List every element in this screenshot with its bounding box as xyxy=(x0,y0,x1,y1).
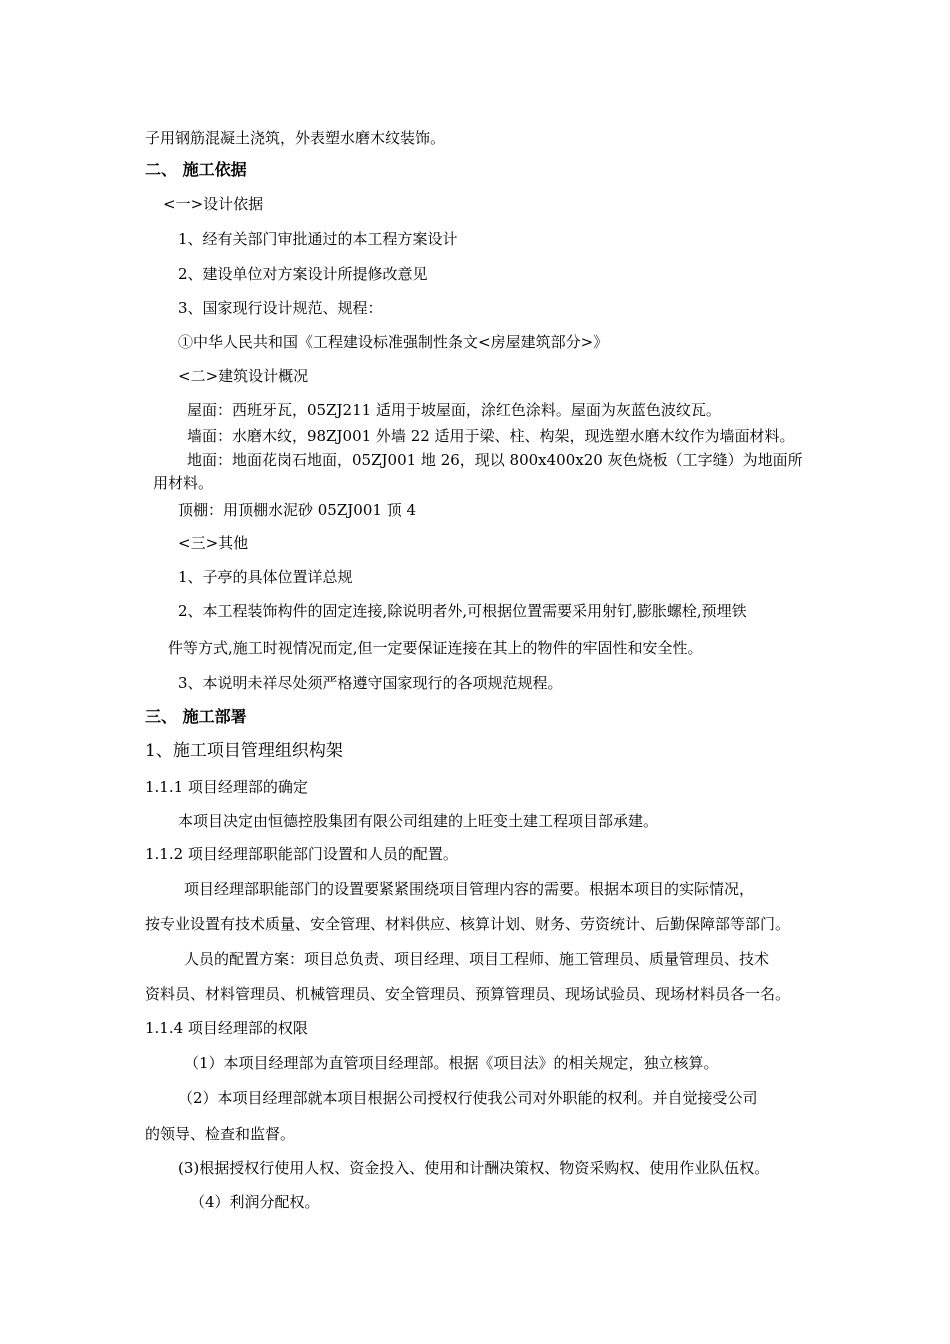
heading-organization: 1、施工项目管理组织构架 xyxy=(145,741,343,761)
list-item: ①中华人民共和国《工程建设标准强制性条文<房屋建筑部分>》 xyxy=(178,333,609,351)
section-heading-2: 二、 施工依据 xyxy=(145,160,247,179)
paragraph-continuation: 按专业设置有技术质量、安全管理、材料供应、核算计划、财务、劳资统计、后勤保障部等部门。 xyxy=(145,915,791,933)
section-heading-3: 三、 施工部署 xyxy=(145,707,247,726)
paragraph-ceiling: 顶棚：用顶棚水泥砂 05ZJ001 顶 4 xyxy=(178,501,417,519)
list-item: （2）本项目经理部就本项目根据公司授权行使我公司对外职能的权利。并自觉接受公司 xyxy=(178,1089,758,1107)
list-item: 2、本工程装饰构件的固定连接,除说明者外,可根据位置需要采用射钉,膨胀螺栓,预埋铁 xyxy=(178,602,747,620)
paragraph: 本项目决定由恒德控股集团有限公司组建的上旺变土建工程项目部承建。 xyxy=(178,812,659,830)
heading-1-1-4: 1.1.4 项目经理部的权限 xyxy=(145,1019,308,1037)
list-item: 3、本说明未祥尽处须严格遵守国家现行的各项规范规程。 xyxy=(178,674,563,692)
list-item: （1）本项目经理部为直管项目经理部。根据《项目法》的相关规定，独立核算。 xyxy=(184,1054,719,1072)
subsection-design-overview: <二>建筑设计概况 xyxy=(178,367,309,385)
list-item-continuation: 件等方式,施工时视情况而定,但一定要保证连接在其上的物件的牢固性和安全性。 xyxy=(168,639,703,657)
list-item: （4）利润分配权。 xyxy=(190,1193,320,1211)
paragraph: 项目经理部职能部门的设置要紧紧围绕项目管理内容的需要。根据本项目的实际情况， xyxy=(184,880,755,898)
heading-1-1-2: 1.1.2 项目经理部职能部门设置和人员的配置。 xyxy=(145,845,458,863)
heading-1-1-1: 1.1.1 项目经理部的确定 xyxy=(145,778,308,796)
list-item: 1、经有关部门审批通过的本工程方案设计 xyxy=(178,230,458,248)
list-item: 1、子亭的具体位置详总规 xyxy=(178,568,353,586)
list-item: 2、建设单位对方案设计所提修改意见 xyxy=(178,265,428,283)
paragraph-floor-continuation: 用材料。 xyxy=(153,474,214,492)
subsection-design-basis: <一>设计依据 xyxy=(163,195,264,213)
paragraph-wall: 墙面：水磨木纹，98ZJ001 外墙 22 适用于梁、柱、构架，现选塑水磨木纹作为墙面材料。 xyxy=(187,427,795,445)
subsection-other: <三>其他 xyxy=(178,534,249,552)
paragraph-roof: 屋面：西班牙瓦，05ZJ211 适用于坡屋面，涂红色涂料。屋面为灰蓝色波纹瓦。 xyxy=(187,401,721,419)
paragraph: 人员的配置方案：项目总负责、项目经理、项目工程师、施工管理员、质量管理员、技术 xyxy=(184,950,770,968)
list-item-continuation: 的领导、检查和监督。 xyxy=(145,1125,296,1143)
paragraph-floor: 地面：地面花岗石地面，05ZJ001 地 26，现以 800x400x20 灰色烧板（工字缝）为地面所 xyxy=(187,451,803,469)
paragraph-continuation: 资料员、材料管理员、机械管理员、安全管理员、预算管理员、现场试验员、现场材料员各一名。 xyxy=(145,985,791,1003)
list-item: 3、国家现行设计规范、规程： xyxy=(178,299,383,317)
list-item: (3)根据授权行使用人权、资金投入、使用和计酬决策权、物资采购权、使用作业队伍权。 xyxy=(178,1159,770,1177)
paragraph-continuation: 子用钢筋混凝土浇筑，外表塑水磨木纹装饰。 xyxy=(145,129,446,147)
